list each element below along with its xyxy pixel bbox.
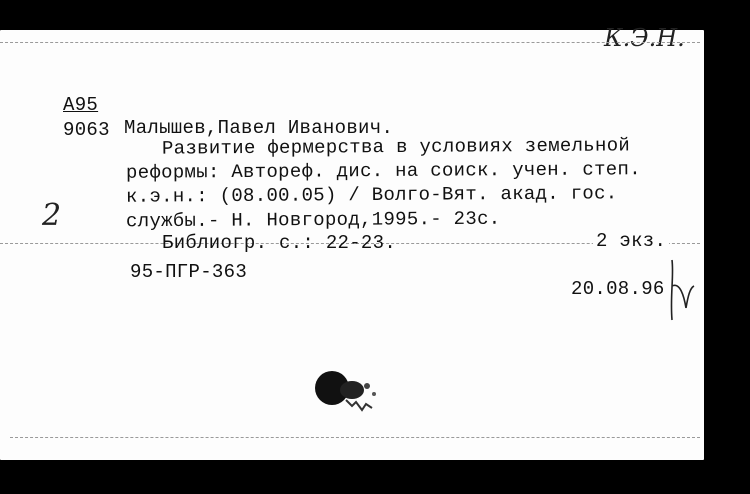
top-right-handwritten-note: К.Э.Н. [604, 24, 685, 52]
ink-blot-stamp [312, 366, 392, 418]
title-line-3: к.э.н.: (08.00.05) / Волго-Вят. акад. гос. [125, 182, 618, 208]
title-line-2: реформы: Автореф. дис. на соиск. учен. степ. [125, 158, 641, 184]
bibliography-note: Библиогр. с.: 22-23. [162, 232, 397, 254]
author-heading: Малышев,Павел Иванович. [124, 117, 394, 139]
signature-mark [660, 256, 700, 326]
copies-count: 2 экз. [593, 230, 669, 252]
title-line-1: Развитие фермерства в условиях земельной [161, 134, 631, 160]
shelf-mark: А95 [63, 94, 99, 116]
title-line-4: службы.- Н. Новгород,1995.- 23с. [125, 207, 501, 233]
top-dashed-line [0, 42, 700, 43]
card-date: 20.08.96 [571, 278, 665, 300]
margin-handwritten-number: 2 [42, 198, 62, 233]
call-number: 9063 [63, 119, 110, 141]
registration-number: 95-ПГР-363 [130, 261, 248, 283]
catalog-card [0, 24, 704, 460]
bottom-dashed-line [10, 437, 700, 438]
